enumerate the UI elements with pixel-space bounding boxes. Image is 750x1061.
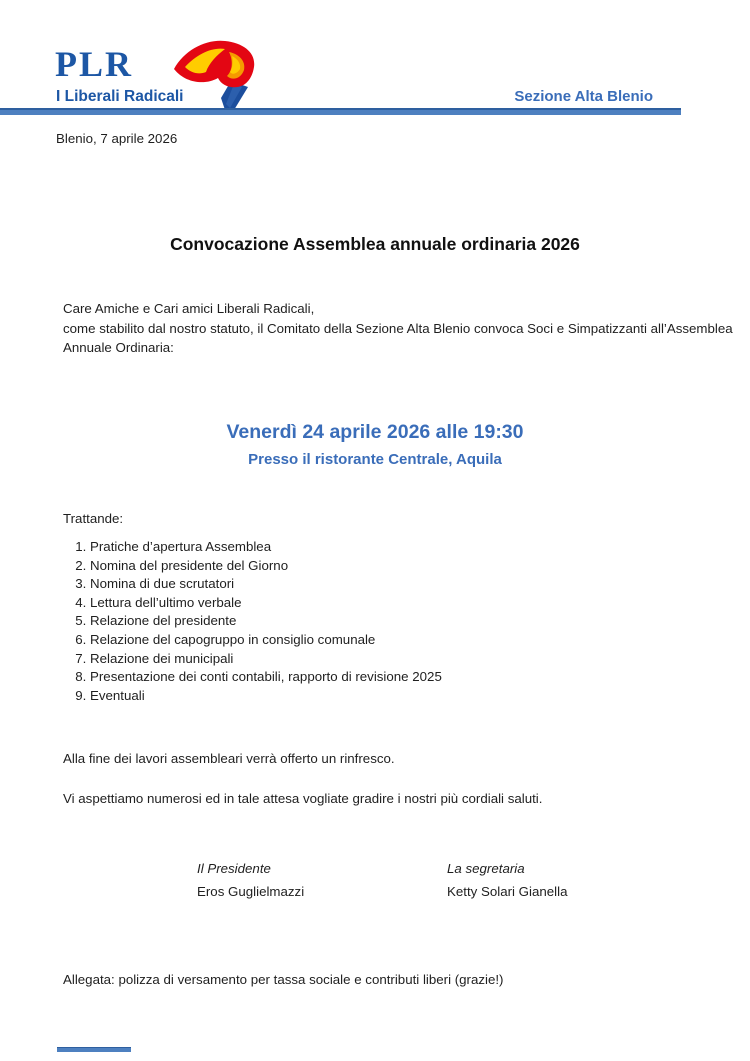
- agenda-item: 3. Nomina di due scrutatori: [90, 575, 442, 594]
- footer-rule: [57, 1047, 131, 1052]
- event-location-heading: Presso il ristorante Centrale, Aquila: [248, 451, 502, 468]
- closing-farewell: Vi aspettiamo numerosi ed in tale attesa vogliate gradire i nostri più cordiali saluti.: [63, 791, 543, 806]
- signature-secretary: [447, 861, 567, 899]
- plr-logo-subtitle: I Liberali Radicali: [56, 88, 184, 105]
- agenda-label: Trattande:: [63, 511, 124, 526]
- agenda-item: 8. Presentazione dei conti contabili, rapporto di revisione 2025: [90, 668, 442, 687]
- signature-president: [197, 861, 304, 899]
- salutation-line-3: Annuale Ordinaria:: [63, 340, 174, 355]
- agenda-item: 2. Nomina del presidente del Giorno: [90, 557, 442, 576]
- signature-president-role: Il Presidente: [197, 861, 271, 876]
- agenda-item: 6. Relazione del capogruppo in consiglio comunale: [90, 631, 442, 650]
- attachment-note: Allegata: polizza di versamento per tassa sociale e contributi liberi (grazie!): [63, 972, 504, 987]
- date-line: Blenio, 7 aprile 2026: [56, 131, 178, 146]
- salutation-paragraph: [63, 299, 733, 358]
- signature-secretary-role: La segretaria: [447, 861, 525, 876]
- agenda-item: 9. Eventuali: [90, 687, 442, 706]
- salutation-line-1: Care Amiche e Cari amici Liberali Radicali,: [63, 301, 315, 316]
- torch-flame-icon: [172, 36, 264, 116]
- agenda-item: 1. Pratiche d’apertura Assemblea: [90, 538, 442, 557]
- signature-secretary-name: Ketty Solari Gianella: [447, 884, 568, 899]
- signature-president-name: Eros Guglielmazzi: [197, 884, 305, 899]
- agenda-item: 5. Relazione del presidente: [90, 612, 442, 631]
- plr-logo-acronym: PLR: [55, 44, 133, 84]
- document-title: Convocazione Assemblea annuale ordinaria 2026: [170, 234, 580, 254]
- agenda-item: 4. Lettura dell’ultimo verbale: [90, 594, 442, 613]
- header-rule: [0, 108, 681, 115]
- agenda-list: [63, 538, 442, 705]
- salutation-line-2: come stabilito dal nostro statuto, il Comitato della Sezione Alta Blenio convoca Soci e Simpatizzanti all’Assemblea: [63, 320, 733, 336]
- event-datetime-heading: Venerdì 24 aprile 2026 alle 19:30: [226, 421, 524, 443]
- closing-refreshments: Alla fine dei lavori assembleari verrà offerto un rinfresco.: [63, 751, 395, 766]
- section-name: Sezione Alta Blenio: [514, 88, 653, 105]
- agenda-item: 7. Relazione dei municipali: [90, 650, 442, 669]
